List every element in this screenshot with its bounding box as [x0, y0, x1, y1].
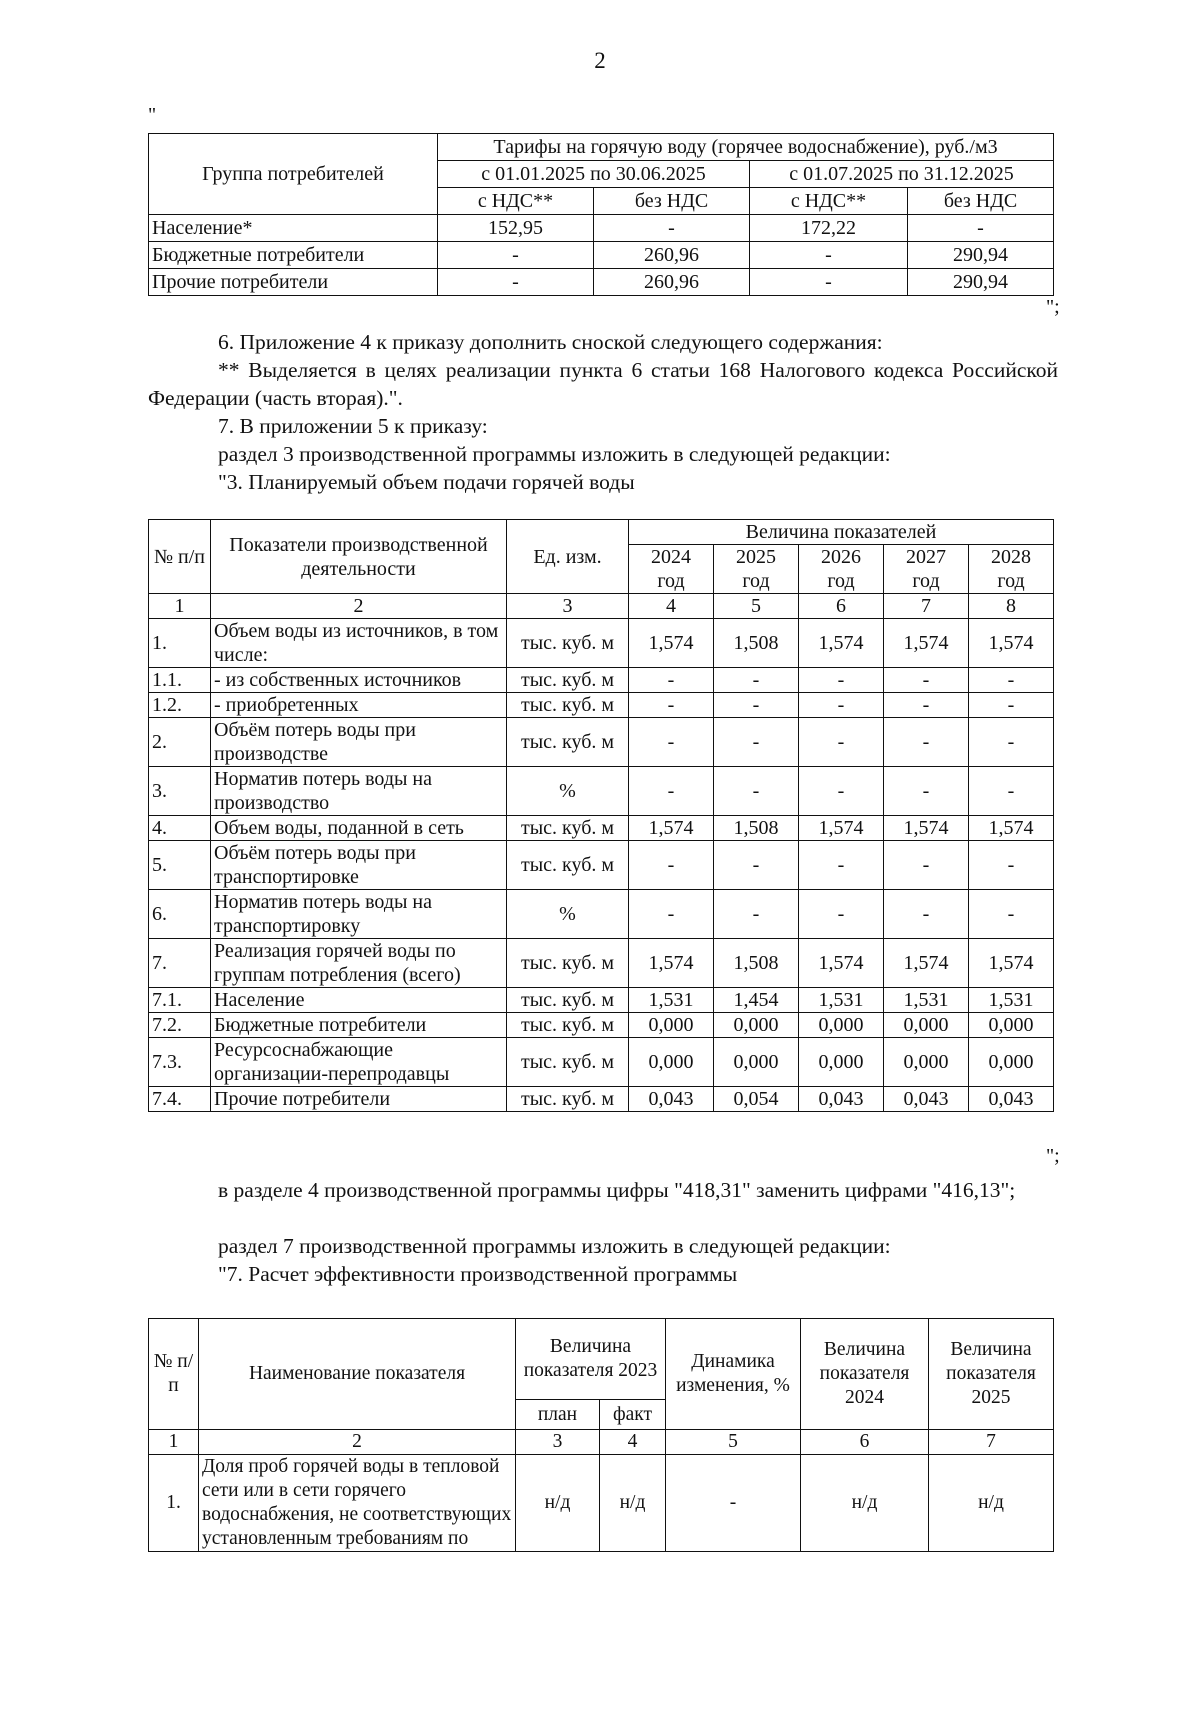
- paragraph-7-section-3: раздел 3 производственной программы изложить в следующей редакции:: [218, 442, 891, 466]
- consumer-group: Население*: [149, 215, 438, 242]
- row-number: 1.: [149, 1455, 199, 1552]
- table-row: [149, 816, 1054, 841]
- tariff-header: Тарифы на горячую воду (горячее водоснабжение), руб./м3: [438, 134, 1054, 161]
- tariff-value: -: [438, 242, 594, 269]
- without-vat-header: без НДС: [594, 188, 750, 215]
- indicator-header: Показатели производственной деятельности: [211, 520, 507, 594]
- row-number: 7.3.: [149, 1038, 211, 1087]
- year-value: 1,574: [799, 619, 884, 668]
- efficiency-table: [148, 1318, 1054, 1552]
- period-2-header: с 01.07.2025 по 31.12.2025: [750, 161, 1054, 188]
- year-value: -: [714, 767, 799, 816]
- year-header: [884, 545, 969, 594]
- tariff-value: -: [750, 242, 908, 269]
- column-number: 7: [884, 594, 969, 619]
- year-value: 0,043: [969, 1087, 1054, 1112]
- year-value: -: [714, 718, 799, 767]
- tariff-value: -: [908, 215, 1054, 242]
- indicator-name: Прочие потребители: [211, 1087, 507, 1112]
- row-number: 3.: [149, 767, 211, 816]
- year-value: 1,574: [629, 939, 714, 988]
- year-value: 0,043: [799, 1087, 884, 1112]
- year-value: 0,000: [799, 1038, 884, 1087]
- year-value: 1,574: [884, 816, 969, 841]
- values-header: Величина показателей: [629, 520, 1054, 545]
- fact-value: н/д: [600, 1455, 666, 1552]
- year-value: -: [884, 668, 969, 693]
- indicator-name: Объём потерь воды при производстве: [211, 718, 507, 767]
- table-row: [149, 841, 1054, 890]
- year-value: -: [884, 841, 969, 890]
- year-value: -: [799, 693, 884, 718]
- consumer-group: Прочие потребители: [149, 269, 438, 296]
- paragraph-6: 6. Приложение 4 к приказу дополнить сноской следующего содержания:: [218, 330, 883, 354]
- consumer-group: Бюджетные потребители: [149, 242, 438, 269]
- year-number: 2027: [906, 546, 946, 568]
- year-value: -: [629, 693, 714, 718]
- year-value: -: [714, 693, 799, 718]
- year-value: 1,531: [969, 988, 1054, 1013]
- unit: %: [507, 890, 629, 939]
- tariff-value: 260,96: [594, 242, 750, 269]
- year-value: 0,000: [884, 1038, 969, 1087]
- num-header: № п/п: [149, 520, 211, 594]
- with-vat-header: с НДС**: [438, 188, 594, 215]
- tariff-row: [149, 242, 1054, 269]
- year-value: 1,574: [969, 939, 1054, 988]
- unit: %: [507, 767, 629, 816]
- section-4-change: в разделе 4 производственной программы цифры "418,31" заменить цифрами "416,13";: [218, 1178, 1016, 1202]
- without-vat-header: без НДС: [908, 188, 1054, 215]
- row-number: 5.: [149, 841, 211, 890]
- indicator-name: Доля проб горячей воды в тепловой сети или в сети горячего водоснабжения, не соответствующих установленным требованиям по: [199, 1455, 516, 1552]
- column-number: 2: [211, 594, 507, 619]
- column-number: 6: [799, 594, 884, 619]
- opening-quote: ": [148, 104, 157, 126]
- year-value: -: [714, 668, 799, 693]
- tariff-row: [149, 215, 1054, 242]
- tariff-table: [148, 133, 1054, 296]
- unit: тыс. куб. м: [507, 988, 629, 1013]
- paragraph-6-note: ** Выделяется в целях реализации пункта 6 статьи 168 Налогового кодекса Российской Федерации (часть вторая).".: [148, 358, 1058, 410]
- indicator-name: Объем воды из источников, в том числе:: [211, 619, 507, 668]
- indicator-name: - из собственных источников: [211, 668, 507, 693]
- year-value: -: [799, 718, 884, 767]
- unit: тыс. куб. м: [507, 939, 629, 988]
- indicator-name: Норматив потерь воды на производство: [211, 767, 507, 816]
- year-value: 1,574: [884, 939, 969, 988]
- year-value: -: [969, 668, 1054, 693]
- tariff-value: 172,22: [750, 215, 908, 242]
- year-value: 1,574: [629, 619, 714, 668]
- plan-header: план: [516, 1400, 600, 1430]
- year-value: 0,000: [714, 1013, 799, 1038]
- year-value: 0,043: [629, 1087, 714, 1112]
- column-number: 8: [969, 594, 1054, 619]
- tariff-value: 152,95: [438, 215, 594, 242]
- year-value: -: [884, 718, 969, 767]
- row-number: 6.: [149, 890, 211, 939]
- tariff-value: -: [750, 269, 908, 296]
- year-value: -: [714, 890, 799, 939]
- indicator-name: Реализация горячей воды по группам потребления (всего): [211, 939, 507, 988]
- column-number: 5: [666, 1430, 801, 1455]
- unit: тыс. куб. м: [507, 619, 629, 668]
- year-header: [714, 545, 799, 594]
- table-row: [149, 988, 1054, 1013]
- column-number: 5: [714, 594, 799, 619]
- table-row: [149, 767, 1054, 816]
- indicator-name: - приобретенных: [211, 693, 507, 718]
- row-number: 1.1.: [149, 668, 211, 693]
- table-row: [149, 1013, 1054, 1038]
- year-value: 1,531: [799, 988, 884, 1013]
- year-value: -: [969, 890, 1054, 939]
- indicator-name: Бюджетные потребители: [211, 1013, 507, 1038]
- row-number: 2.: [149, 718, 211, 767]
- unit: тыс. куб. м: [507, 718, 629, 767]
- indicator-name: Ресурсоснабжающие организации-перепродавцы: [211, 1038, 507, 1087]
- year-number: 2024: [651, 546, 691, 568]
- plan-value: н/д: [516, 1455, 600, 1552]
- year-value: 0,043: [884, 1087, 969, 1112]
- year-value: 1,574: [799, 939, 884, 988]
- year-value: -: [629, 767, 714, 816]
- year-value: 0,000: [714, 1038, 799, 1087]
- table-row: [149, 718, 1054, 767]
- tariff-value: 290,94: [908, 242, 1054, 269]
- column-number: 2: [199, 1430, 516, 1455]
- row-number: 1.: [149, 619, 211, 668]
- tariff-value: -: [438, 269, 594, 296]
- year-value: 1,574: [969, 619, 1054, 668]
- year-value: 0,054: [714, 1087, 799, 1112]
- year-header: [799, 545, 884, 594]
- indicator-name: Объем воды, поданной в сеть: [211, 816, 507, 841]
- table-row: [149, 1038, 1054, 1087]
- year-value: -: [969, 718, 1054, 767]
- row-number: 7.2.: [149, 1013, 211, 1038]
- table-row: [149, 890, 1054, 939]
- column-number: 1: [149, 594, 211, 619]
- year-value: 1,508: [714, 939, 799, 988]
- tariff-value: 260,96: [594, 269, 750, 296]
- indicator-name: Население: [211, 988, 507, 1013]
- year-value: 0,000: [799, 1013, 884, 1038]
- year-value: -: [799, 890, 884, 939]
- indicator-name: Объём потерь воды при транспортировке: [211, 841, 507, 890]
- indicator-name: Норматив потерь воды на транспортировку: [211, 890, 507, 939]
- year-value: 1,574: [799, 816, 884, 841]
- year-word: год: [657, 570, 685, 592]
- tariff-value: -: [594, 215, 750, 242]
- year-value: -: [969, 841, 1054, 890]
- page-number: 2: [594, 48, 606, 73]
- table-row: [149, 1455, 1054, 1552]
- section-7-intro: раздел 7 производственной программы изложить в следующей редакции:: [218, 1234, 891, 1258]
- value-2024-header: Величина показателя 2024: [801, 1319, 929, 1430]
- value-2023-header: Величина показателя 2023: [516, 1319, 666, 1400]
- year-value: 0,000: [629, 1038, 714, 1087]
- year-word: год: [742, 570, 770, 592]
- tariff-value: 290,94: [908, 269, 1054, 296]
- year-value: -: [714, 841, 799, 890]
- paragraph-7: 7. В приложении 5 к приказу:: [218, 414, 488, 438]
- year-number: 2025: [736, 546, 776, 568]
- row-number: 7.4.: [149, 1087, 211, 1112]
- table-row: [149, 939, 1054, 988]
- consumer-group-header: Группа потребителей: [149, 134, 438, 215]
- year-value: -: [969, 767, 1054, 816]
- year-header: [969, 545, 1054, 594]
- column-number-row: [149, 594, 1054, 619]
- table-row: [149, 693, 1054, 718]
- period-1-header: с 01.01.2025 по 30.06.2025: [438, 161, 750, 188]
- row-number: 1.2.: [149, 693, 211, 718]
- column-number: 3: [507, 594, 629, 619]
- indicator-name-header: Наименование показателя: [199, 1319, 516, 1430]
- year-value: -: [884, 890, 969, 939]
- fact-header: факт: [600, 1400, 666, 1430]
- num-header: № п/п: [149, 1319, 199, 1430]
- year-value: 0,000: [969, 1038, 1054, 1087]
- section-7-title: "7. Расчет эффективности производственной программы: [218, 1262, 738, 1286]
- year-value: -: [799, 841, 884, 890]
- year-value: 0,000: [629, 1013, 714, 1038]
- tariff-row: [149, 269, 1054, 296]
- year-value: 0,000: [969, 1013, 1054, 1038]
- row-number: 4.: [149, 816, 211, 841]
- year-value: -: [629, 890, 714, 939]
- tariff-end-quote: ";: [1046, 296, 1060, 318]
- row-number: 7.1.: [149, 988, 211, 1013]
- column-number: 4: [600, 1430, 666, 1455]
- volume-table: [148, 519, 1054, 1112]
- column-number: 4: [629, 594, 714, 619]
- table-row: [149, 1087, 1054, 1112]
- column-number: 1: [149, 1430, 199, 1455]
- section-3-title: "3. Планируемый объем подачи горячей воды: [218, 470, 635, 494]
- value-2025: н/д: [929, 1455, 1054, 1552]
- year-value: -: [884, 693, 969, 718]
- column-number: 3: [516, 1430, 600, 1455]
- with-vat-header: с НДС**: [750, 188, 908, 215]
- unit: тыс. куб. м: [507, 841, 629, 890]
- unit: тыс. куб. м: [507, 693, 629, 718]
- unit: тыс. куб. м: [507, 816, 629, 841]
- year-value: 1,531: [884, 988, 969, 1013]
- year-value: -: [799, 767, 884, 816]
- value-2025-header: Величина показателя 2025: [929, 1319, 1054, 1430]
- column-number-row: [149, 1430, 1054, 1455]
- unit: тыс. куб. м: [507, 1013, 629, 1038]
- year-value: 1,574: [884, 619, 969, 668]
- volume-end-quote: ";: [1046, 1145, 1060, 1167]
- year-value: 1,508: [714, 619, 799, 668]
- year-word: год: [997, 570, 1025, 592]
- column-number: 7: [929, 1430, 1054, 1455]
- year-value: 1,531: [629, 988, 714, 1013]
- unit: тыс. куб. м: [507, 1087, 629, 1112]
- table-row: [149, 619, 1054, 668]
- year-number: 2026: [821, 546, 861, 568]
- year-value: -: [629, 668, 714, 693]
- year-header: [629, 545, 714, 594]
- unit: тыс. куб. м: [507, 668, 629, 693]
- year-value: -: [629, 718, 714, 767]
- year-word: год: [912, 570, 940, 592]
- year-value: 1,508: [714, 816, 799, 841]
- table-row: [149, 668, 1054, 693]
- year-word: год: [827, 570, 855, 592]
- year-value: -: [799, 668, 884, 693]
- row-number: 7.: [149, 939, 211, 988]
- year-value: -: [884, 767, 969, 816]
- year-value: 1,574: [629, 816, 714, 841]
- unit-header: Ед. изм.: [507, 520, 629, 594]
- year-number: 2028: [991, 546, 1032, 568]
- year-value: -: [969, 693, 1054, 718]
- year-value: 0,000: [884, 1013, 969, 1038]
- year-value: -: [629, 841, 714, 890]
- year-value: 1,454: [714, 988, 799, 1013]
- dynamics-header: Динамика изменения, %: [666, 1319, 801, 1430]
- column-number: 6: [801, 1430, 929, 1455]
- value-2024: н/д: [801, 1455, 929, 1552]
- dynamics-value: -: [666, 1455, 801, 1552]
- unit: тыс. куб. м: [507, 1038, 629, 1087]
- year-value: 1,574: [969, 816, 1054, 841]
